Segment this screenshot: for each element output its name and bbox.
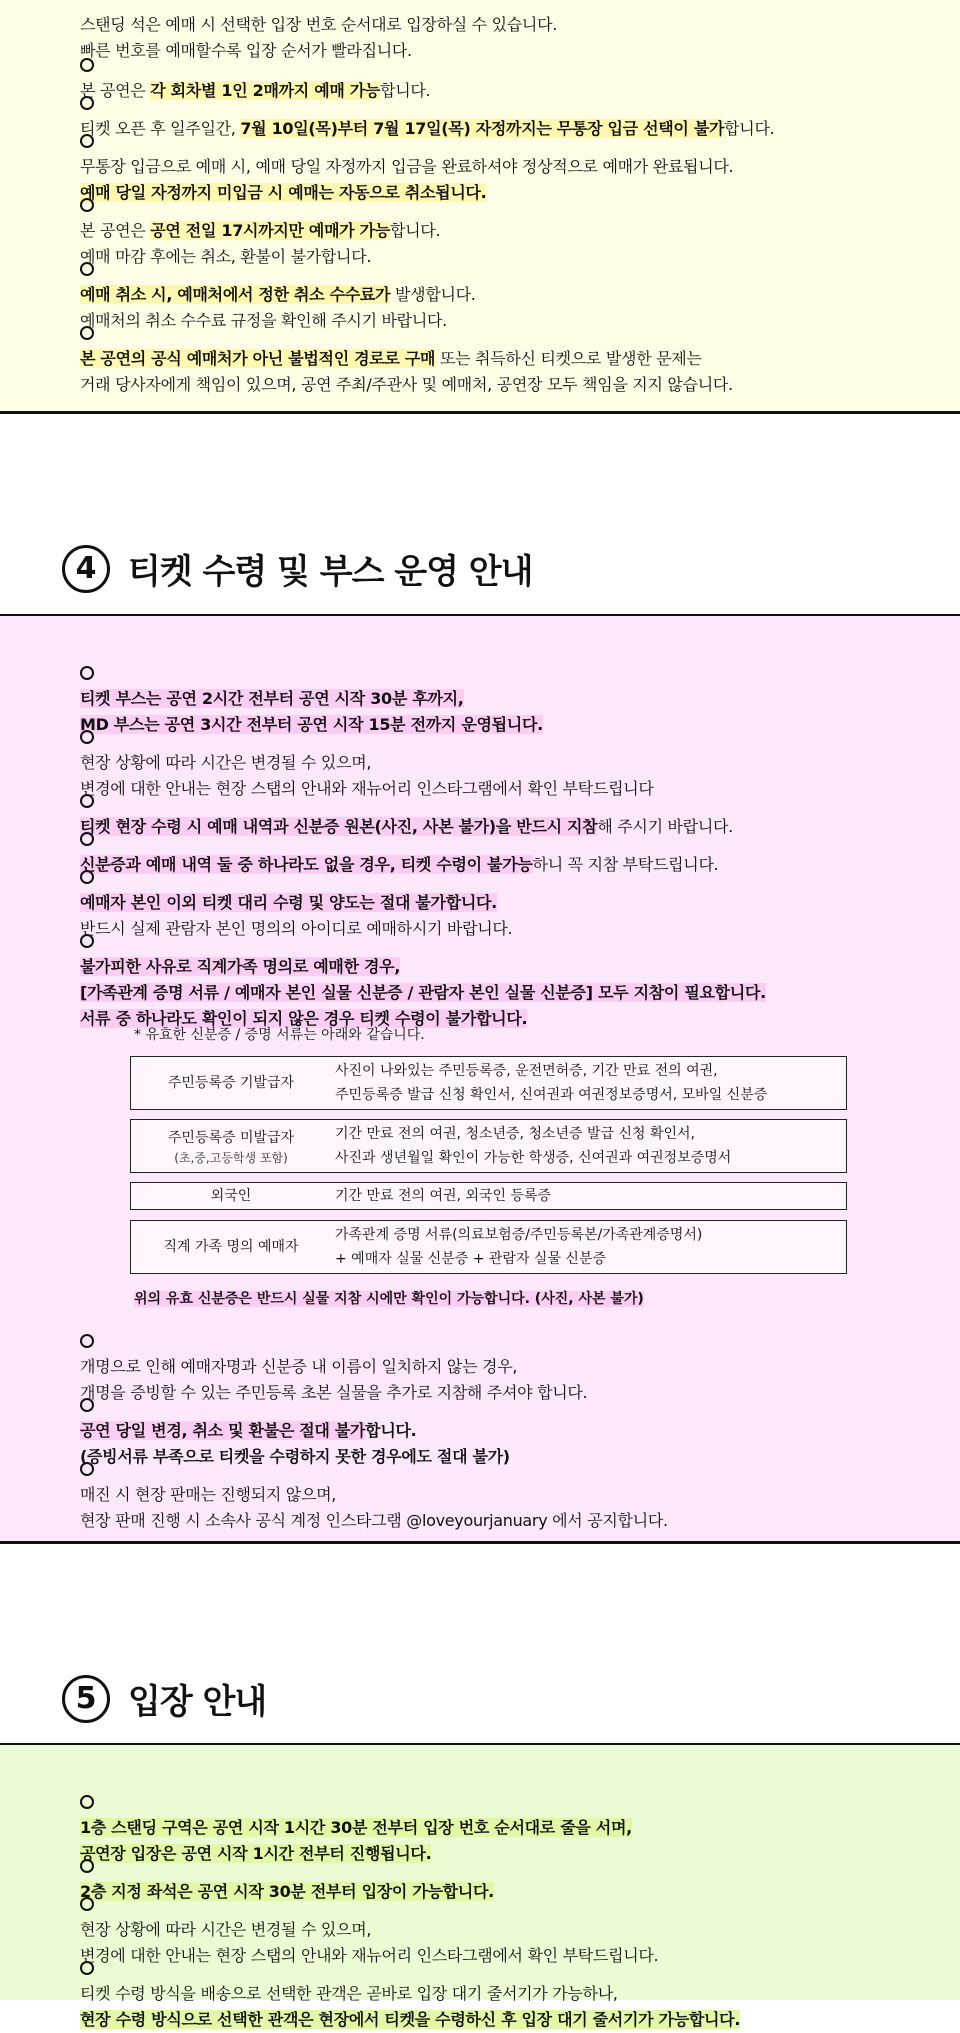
section-number-badge: 4 <box>62 545 110 593</box>
list-item: 예매 취소 시, 예매처에서 정한 취소 수수료가 발생합니다. 예매처의 취소 수수료 규정을 확인해 주시기 바랍니다. <box>80 256 900 334</box>
list-item: 1층 스탠딩 구역은 공연 시작 1시간 30분 전부터 입장 번호 순서대로 줄을 서며, 공연장 입장은 공연 시작 1시간 전부터 진행됩니다. <box>80 1789 900 1867</box>
section-number-badge: 5 <box>62 1675 110 1723</box>
id-table-row: 주민등록증 기발급자 사진이 나와있는 주민등록증, 운전면허증, 기간 만료 전의 여권, 주민등록증 발급 신청 확인서, 신여권과 여권정보증명서, 모바일 신분증 <box>130 1056 847 1110</box>
id-table-row: 외국인 기간 만료 전의 여권, 외국인 등록증 <box>130 1182 847 1210</box>
bullet-icon <box>80 1961 94 1975</box>
list-item: 본 공연은 각 회차별 1인 2매까지 예매 가능합니다. <box>80 52 900 104</box>
bullet-icon <box>80 794 94 808</box>
bullet-icon <box>80 326 94 340</box>
id-table-row: 주민등록증 미발급자 (초,중,고등학생 포함) 기간 만료 전의 여권, 청소년증, 청소년증 발급 신청 확인서, 사진과 생년월일 확인이 가능한 학생증, 신여권과 여권정보증명서 <box>130 1119 847 1173</box>
list-item: 현장 상황에 따라 시간은 변경될 수 있으며, 변경에 대한 안내는 현장 스탭의 안내와 재뉴어리 인스타그램에서 확인 부탁드립니다. <box>80 1891 900 1969</box>
bullet-icon <box>80 58 94 72</box>
bullet-icon <box>80 934 94 948</box>
list-item: 무통장 입금으로 예매 시, 예매 당일 자정까지 입금을 완료하셔야 정상적으로 예매가 완료됩니다. 예매 당일 자정까지 미입금 시 예매는 자동으로 취소됩니다. <box>80 128 900 206</box>
section-title: 입장 안내 <box>128 1682 267 1722</box>
bullet-icon <box>80 198 94 212</box>
list-item: 티켓 부스는 공연 2시간 전부터 공연 시작 30분 후까지, MD 부스는 공연 3시간 전부터 공연 시작 15분 전까지 운영됩니다. <box>80 660 900 738</box>
bullet-icon <box>80 1398 94 1412</box>
section3-panel <box>0 0 960 414</box>
section5-panel <box>0 1743 960 2029</box>
list-item: 개명으로 인해 예매자명과 신분증 내 이름이 일치하지 않는 경우, 개명을 증빙할 수 있는 주민등록 초본 실물을 추가로 지참해 주셔야 합니다. <box>80 1328 900 1406</box>
section4-heading <box>62 544 532 593</box>
bullet-icon <box>80 730 94 744</box>
bullet-icon <box>80 1334 94 1348</box>
list-item: 티켓 수령 방식을 배송으로 선택한 관객은 곧바로 입장 대기 줄서기가 가능하나, 현장 수령 방식으로 선택한 관객은 현장에서 티켓을 수령하신 후 입장 대기 줄서기가 가능합니다. <box>80 1955 900 2033</box>
bullet-icon <box>80 666 94 680</box>
bullet-icon <box>80 1795 94 1809</box>
bullet-icon <box>80 870 94 884</box>
bullet-icon <box>80 1897 94 1911</box>
list-item: 매진 시 현장 판매는 진행되지 않으며, 현장 판매 진행 시 소속사 공식 계정 인스타그램 @loveyourjanuary 에서 공지합니다. <box>80 1456 900 1534</box>
section5-heading <box>62 1674 266 1723</box>
list-item: 불가피한 사유로 직계가족 명의로 예매한 경우, [가족관계 증명 서류 / 예매자 본인 실물 신분증 / 관람자 본인 실물 신분증] 모두 지참이 필요합니다. 서류 중 하나라도 확인이 되지 않은 경우 티켓 수령이 불가합니다. <box>80 928 900 1032</box>
section-title: 티켓 수령 및 부스 운영 안내 <box>128 552 533 592</box>
bullet-icon <box>80 1859 94 1873</box>
bullet-icon <box>80 96 94 110</box>
list-item: 신분증과 예매 내역 둘 중 하나라도 없을 경우, 티켓 수령이 불가능하니 꼭 지참 부탁드립니다. <box>80 826 900 878</box>
id-note: * 유효한 신분증 / 증명 서류는 아래와 같습니다. <box>134 1027 425 1043</box>
list-item: 본 공연은 공연 전일 17시까지만 예매가 가능합니다. 예매 마감 후에는 취소, 환불이 불가합니다. <box>80 192 900 270</box>
list-item: 현장 상황에 따라 시간은 변경될 수 있으며, 변경에 대한 안내는 현장 스탭의 안내와 재뉴어리 인스타그램에서 확인 부탁드립니다 <box>80 724 900 802</box>
bullet-icon <box>80 262 94 276</box>
list-item: 티켓 현장 수령 시 예매 내역과 신분증 원본(사진, 사본 불가)을 반드시 지참해 주시기 바랍니다. <box>80 788 900 840</box>
list-item: 본 공연의 공식 예매처가 아닌 불법적인 경로로 구매 또는 취득하신 티켓으로 발생한 문제는 거래 당사자에게 책임이 있으며, 공연 주최/주관사 및 예매처, 공연장 모두 책임을 지지 않습니다. <box>80 320 900 398</box>
id-table-row: 직계 가족 명의 예매자 가족관계 증명 서류(의료보험증/주민등록본/가족관계증명서) + 예매자 실물 신분증 + 관람자 실물 신분증 <box>130 1220 847 1274</box>
bullet-icon <box>80 1462 94 1476</box>
list-item: 티켓 오픈 후 일주일간, 7월 10일(목)부터 7월 17일(목) 자정까지는 무통장 입금 선택이 불가합니다. <box>80 90 900 142</box>
list-item: 예매자 본인 이외 티켓 대리 수령 및 양도는 절대 불가합니다. 반드시 실제 관람자 본인 명의의 아이디로 예매하시기 바랍니다. <box>80 864 900 942</box>
bullet-icon <box>80 134 94 148</box>
id-footnote: 위의 유효 신분증은 반드시 실물 지참 시에만 확인이 가능합니다. (사진, 사본 불가) <box>134 1291 644 1307</box>
section4-panel <box>0 614 960 1544</box>
list-item: 2층 지정 좌석은 공연 시작 30분 전부터 입장이 가능합니다. <box>80 1853 900 1905</box>
bullet-icon <box>80 832 94 846</box>
list-item: 공연 당일 변경, 취소 및 환불은 절대 불가합니다. (증빙서류 부족으로 티켓을 수령하지 못한 경우에도 절대 불가) <box>80 1392 900 1470</box>
list-item: 스탠딩 석은 예매 시 선택한 입장 번호 순서대로 입장하실 수 있습니다. 빠른 번호를 예매할수록 입장 순서가 빨라집니다. <box>80 15 558 60</box>
